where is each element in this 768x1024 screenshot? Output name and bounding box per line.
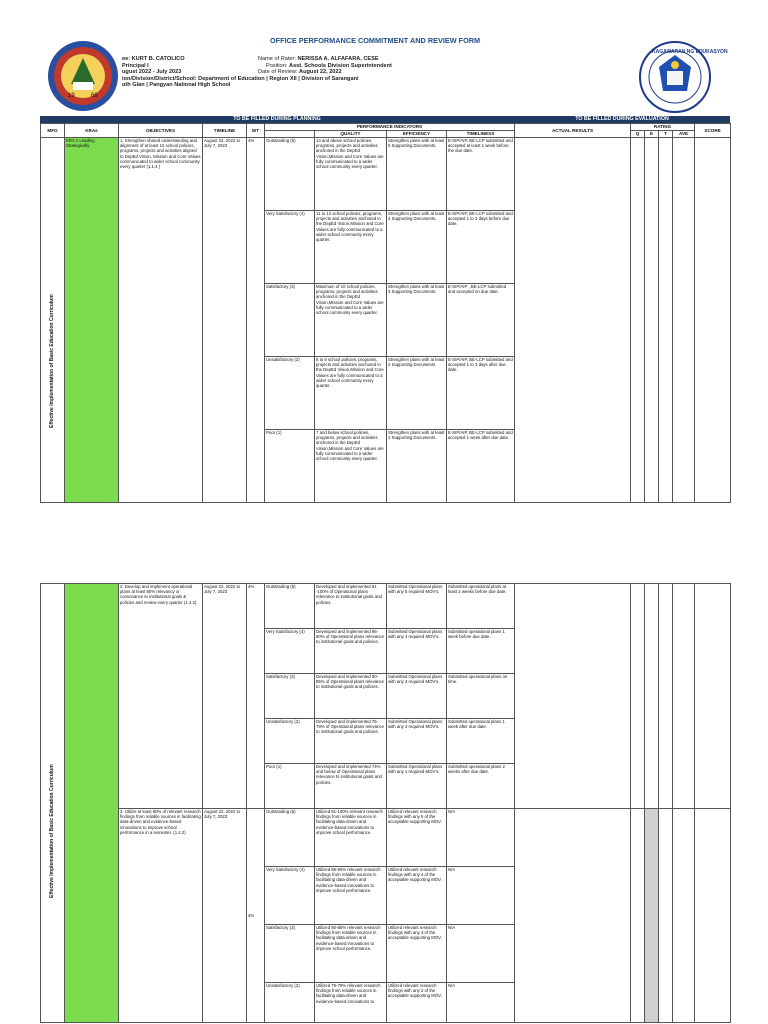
- objective-cell: 1. Strengthen shared understanding and alignment of at least 10 school policies, programs, projects and activities aligned to DepEd Vision, Mission and Core Values communicated to wider school community every quarter (1.1.4 ): [119, 138, 203, 503]
- level-label: Satisfactory (3): [265, 674, 315, 719]
- level-label: Satisfactory (3): [265, 284, 315, 357]
- col-t: T: [659, 131, 673, 138]
- rating-q-cell: [631, 809, 645, 1023]
- rating-e-cell: [645, 809, 659, 1023]
- rating-t-cell: [659, 138, 673, 503]
- kra-cell: [65, 584, 119, 1023]
- col-timeline: TIMELINE: [203, 124, 247, 138]
- level-label: Outstanding (5): [265, 138, 315, 211]
- timeliness-cell: E-SIP/AIP, BE-LCP submitted and accepted 1 to 3 days before due date.: [447, 211, 515, 284]
- svg-text:KAGAWARAN NG EDUKASYON: KAGAWARAN NG EDUKASYON: [652, 49, 728, 55]
- form-page-1: [40, 33, 730, 512]
- efficiency-cell: Submitted Operational plans with any 2 required MOV's.: [387, 719, 447, 764]
- school-line: uth Glan | Pangyan National High School: [122, 82, 231, 89]
- score-cell: [695, 584, 731, 809]
- objective-cell: 3. Utilize at least 80% of relevant research findings from reliable sources in facilitating data-driven and evidence-based innovations to improve school performance in a semester. (1.4.2): [119, 809, 203, 1023]
- level-label: Very Satisfactory (4): [265, 867, 315, 925]
- quality-cell: Developed and implemented 75-79% of Operational plans relevance to institutional goals and policies.: [315, 719, 387, 764]
- weight-cell: 4%: [247, 584, 265, 809]
- col-performance-indicators: PERFORMANCE INDICATORS: [265, 124, 515, 131]
- level-label: Unsatisfactory (2): [265, 357, 315, 430]
- col-e: E: [645, 131, 659, 138]
- rating-e-cell: [645, 138, 659, 503]
- timeline-cell: August 22, 2022 to July 7, 2023: [203, 138, 247, 503]
- rater-name: Name of Rater: NERISSA A. ALFAFARA, CESE: [258, 56, 379, 62]
- form-page-2: [40, 583, 730, 1024]
- efficiency-cell: Strengthen plans with at least 1 Supporting Documents.: [387, 430, 447, 503]
- rating-ave-cell: [673, 584, 695, 809]
- quality-cell: 13 and above school policies, programs, projects and activities anchored in the DepEd Vision,Mission and Core Values are fully communicated to a wider school community every quarter.: [315, 138, 387, 211]
- col-mfo: MFO: [41, 124, 65, 138]
- timeliness-cell: E-SIP/AIP, BE-LCP submitted and accepted 1 week after due date.: [447, 430, 515, 503]
- rating-e-cell: [645, 584, 659, 809]
- actual-results-cell: [515, 584, 631, 809]
- timeline-cell: August 22, 2022 to July 7, 2023: [203, 809, 247, 1023]
- quality-cell: Utilized 86-90% relevant research findings from reliable sources in facilitating data-driven and evidence-based innovations to improve school performance.: [315, 867, 387, 925]
- quality-cell: 8 to 9 school policies, programs, projects and activities anchored in the DepEd Vision,Mission and Core Values are fully communicated to a wider school community every quarter.: [315, 357, 387, 430]
- efficiency-cell: Utilized relevant research findings with any 5 of the acceptable supporting MOV.: [387, 809, 447, 867]
- actual-results-cell: [515, 809, 631, 1023]
- level-label: Outstanding (5): [265, 809, 315, 867]
- quality-cell: Utilized 75-79% relevant research findings from reliable sources in facilitating data-driven and evidence-based innovations to: [315, 983, 387, 1023]
- timeliness-cell: Submitted operational plans 1 week before due date.: [447, 629, 515, 674]
- efficiency-cell: Submitted Operational plans with any 5 required MOV's.: [387, 584, 447, 629]
- level-label: Unsatisfactory (2): [265, 983, 315, 1023]
- timeliness-cell: Submitted operational plans 2 weeks after due date.: [447, 764, 515, 809]
- planning-band: TO BE FILLED DURING PLANNING: [40, 116, 514, 123]
- col-wt: WT: [247, 124, 265, 138]
- level-label: Very Satisfactory (4): [265, 211, 315, 284]
- timeliness-cell: N/A: [447, 925, 515, 983]
- level-label: Unsatisfactory (2): [265, 719, 315, 764]
- evaluation-band: TO BE FILLED DURING EVALUATION: [514, 116, 730, 123]
- efficiency-cell: Strengthen plans with at least 3 Supporting Documents.: [387, 284, 447, 357]
- timeline-cell: August 22, 2022 to July 7, 2023: [203, 584, 247, 809]
- objective-cell: 2. Develop and implement operational plans at least 80% relevancy or consonance to institutional goals & policies and review every quarter (1.2.2): [119, 584, 203, 809]
- rating-period: ugust 2022 - July 2023: [122, 69, 182, 76]
- efficiency-cell: Strengthen plans with at least 5 Supporting Documents.: [387, 138, 447, 211]
- quality-cell: Maximum of 10 school policies, programs, projects and activities anchored in the DepEd Vision,Mission and Core Values are fully communicated to a wider school community every quarter.: [315, 284, 387, 357]
- level-label: Outstanding (5): [265, 584, 315, 629]
- svg-text:19: 19: [68, 93, 75, 99]
- performance-table-1: [40, 123, 731, 503]
- timeliness-cell: Submitted operational plans on time.: [447, 674, 515, 719]
- rating-ave-cell: [673, 138, 695, 503]
- form-title: OFFICE PERFORMANCE COMMITMENT AND REVIEW FORM: [270, 36, 481, 45]
- timeliness-cell: N/A: [447, 983, 515, 1023]
- quality-cell: Developed and implemented 91 -100% of Operational plans relevance to institutional goals and policies.: [315, 584, 387, 629]
- timeliness-cell: E-SIP/AIP, BE-LCP submitted and accepted 1 to 3 days after due date.: [447, 357, 515, 430]
- efficiency-cell: Submitted Operational plans with any 4 required MOV's.: [387, 629, 447, 674]
- score-cell: [695, 809, 731, 1023]
- score-cell: [695, 138, 731, 503]
- timeliness-cell: N/A: [447, 867, 515, 925]
- col-rating: RATING: [631, 124, 695, 131]
- weight-cell: 4%: [247, 138, 265, 503]
- ratee-position: Principal I: [122, 62, 149, 69]
- mfo-label-vertical: Effective Implementation of Basic Education Curriculum: [49, 764, 55, 898]
- timeliness-cell: E-SIP/AIP , BE-LCP submitted and accepted on due date.: [447, 284, 515, 357]
- timeliness-cell: E-SIP/AIP, BE-LCP submitted and accepted at least 1 week before the due date.: [447, 138, 515, 211]
- col-actual-results: ACTUAL RESULTS: [515, 124, 631, 138]
- efficiency-cell: Strengthen plans with at least 4 Supporting Documents.: [387, 211, 447, 284]
- rating-q-cell: [631, 138, 645, 503]
- efficiency-cell: Utilized relevant research findings with any 3 of the acceptable supporting MOV.: [387, 925, 447, 983]
- performance-table-2: [40, 583, 731, 1023]
- level-label: Poor (1): [265, 430, 315, 503]
- col-score: SCORE: [695, 124, 731, 138]
- timeliness-cell: Submitted operational plans 1 week after due date.: [447, 719, 515, 764]
- col-timeliness: TIMELINESS: [447, 131, 515, 138]
- ratee-name: ee: KURT B. CATOLICO: [122, 56, 185, 62]
- svg-text:66: 66: [91, 93, 98, 99]
- quality-cell: 7 and below school policies, programs, projects and activities anchored in the DepEd Vision,Mission and Core Values are fully communicated to a wider school community every quarter.: [315, 430, 387, 503]
- efficiency-cell: Utilized relevant research findings with any 4 of the acceptable supporting MOV.: [387, 867, 447, 925]
- col-efficiency: EFFICIENCY: [387, 131, 447, 138]
- level-label: Satisfactory (3): [265, 925, 315, 983]
- col-kras: KRAs: [65, 124, 119, 138]
- rating-t-cell: [659, 809, 673, 1023]
- quality-cell: Developed and implemented 80-85% of Operational plans relevance to institutional goals and policies.: [315, 674, 387, 719]
- quality-cell: Utilized 80-85% relevant research findings from reliable sources in facilitating data-driven and evidence-based innovations to improve school performance.: [315, 925, 387, 983]
- rating-t-cell: [659, 584, 673, 809]
- efficiency-cell: Submitted Operational plans with any 1 required MOV's.: [387, 764, 447, 809]
- rating-q-cell: [631, 584, 645, 809]
- division-line: ion/Division/District/School: Department of Education | Region XII | Division of Sarangani: [122, 75, 359, 82]
- kra-cell: KRA 1 Leading Strategically: [65, 138, 119, 503]
- weight-cell: 4%: [247, 809, 265, 1023]
- rater-position: Position: Asst. Schools Division Superintendent: [266, 62, 392, 69]
- mfo-label-vertical: Effective Implementation of Basic Education Curriculum: [49, 294, 55, 428]
- quality-cell: 11 to 12 school policies, programs, projects and activities anchored in the DepEd Vision,Mission and Core Values are fully communicated to a wider school community every quarter.: [315, 211, 387, 284]
- actual-results-cell: [515, 138, 631, 503]
- review-date: Date of Review: August 22, 2022: [258, 69, 342, 76]
- efficiency-cell: Utilized relevant research findings with any 2 of the acceptable supporting MOV.: [387, 983, 447, 1023]
- col-ave: AVE: [673, 131, 695, 138]
- level-label: Poor (1): [265, 764, 315, 809]
- school-seal-logo: [47, 40, 119, 112]
- efficiency-cell: Strengthen plans with at least 2 Supporting Documents.: [387, 357, 447, 430]
- quality-cell: Developed and implemented 74% and below of Operational plans relevance to institutional goals and policies.: [315, 764, 387, 809]
- quality-cell: Developed and implemented 86-90% of Operational plans relevance to institutional goals and policies.: [315, 629, 387, 674]
- efficiency-cell: Submitted Operational plans with any 3 required MOV's.: [387, 674, 447, 719]
- quality-cell: Utilized 91-100% relevant research findings from reliable sources in facilitating data-driven and evidence-based innovations to improve school performance.: [315, 809, 387, 867]
- timeliness-cell: Submitted operational plans at least 2 weeks before due date.: [447, 584, 515, 629]
- deped-seal-logo: [639, 41, 728, 113]
- col-objectives: OBJECTIVES: [119, 124, 203, 138]
- level-label: Very Satisfactory (4): [265, 629, 315, 674]
- col-quality: QUALITY: [315, 131, 387, 138]
- rating-ave-cell: [673, 809, 695, 1023]
- rater-info: [258, 56, 392, 76]
- col-q: Q: [631, 131, 645, 138]
- timeliness-cell: N/A: [447, 809, 515, 867]
